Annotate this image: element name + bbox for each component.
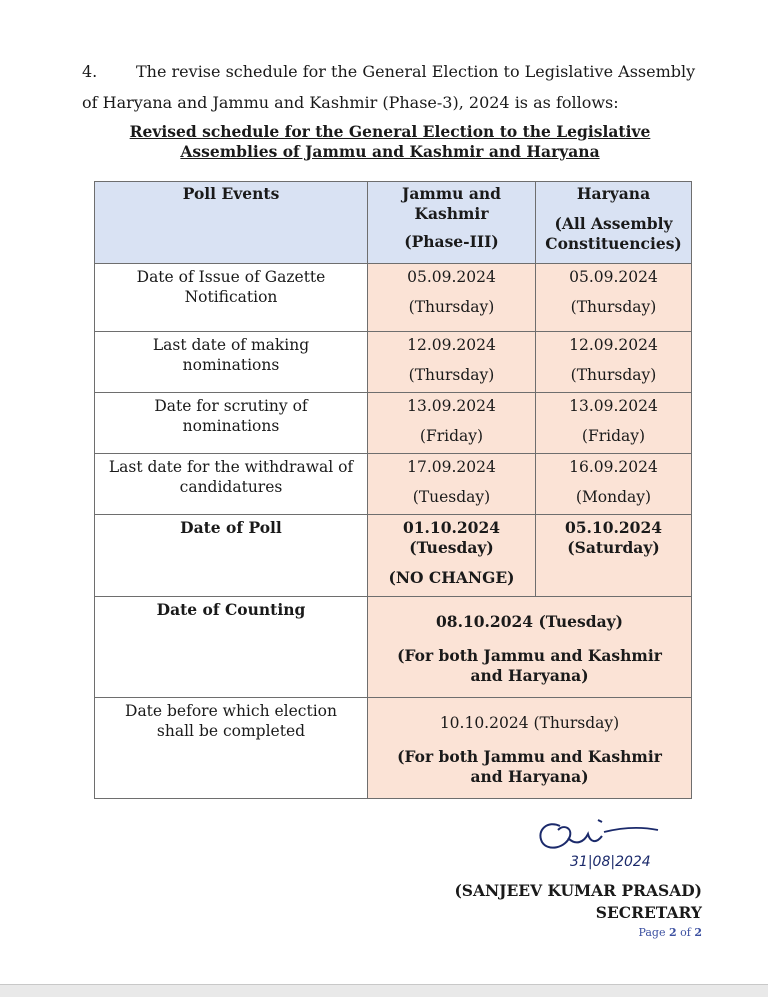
paragraph-line-2: of Haryana and Jammu and Kashmir (Phase-3), 2024 is as follows: <box>82 93 619 112</box>
event-cell: Date of Issue of Gazette Notification <box>95 264 368 332</box>
jk-date-cell: 13.09.2024 (Friday) <box>368 393 536 454</box>
jk-poll-cell: 01.10.2024 (Tuesday) (NO CHANGE) <box>368 515 536 597</box>
poll-date-row <box>95 515 692 597</box>
event-cell: Last date of making nominations <box>95 332 368 393</box>
table-header-row <box>95 182 692 264</box>
signatory-name: (SANJEEV KUMAR PRASAD) <box>454 881 702 900</box>
jk-date-cell: 17.09.2024 (Tuesday) <box>368 454 536 515</box>
jk-date-cell: 12.09.2024 (Thursday) <box>368 332 536 393</box>
hr-date-cell: 05.09.2024 (Thursday) <box>536 264 692 332</box>
paragraph-number: 4. <box>82 62 98 81</box>
event-cell-completion: Date before which election shall be completed <box>95 698 368 799</box>
event-cell: Date for scrutiny of nominations <box>95 393 368 454</box>
page-number: Page 2 of 2 <box>638 926 702 939</box>
counting-date-row <box>95 597 692 698</box>
paragraph-4 <box>82 56 722 118</box>
paragraph-line-1: The revise schedule for the General Election to Legislative Assembly <box>136 62 696 81</box>
schedule-heading <box>90 122 690 162</box>
heading-line-1: Revised schedule for the General Election to the Legislative <box>129 122 651 141</box>
header-haryana: Haryana (All Assembly Constituencies) <box>536 182 692 264</box>
event-cell: Last date for the withdrawal of candidatures <box>95 454 368 515</box>
header-jammu-kashmir: Jammu and Kashmir (Phase-III) <box>368 182 536 264</box>
signature-date: 31|08|2024 <box>570 854 651 870</box>
table-row <box>95 332 692 393</box>
signatory-block <box>454 880 702 924</box>
header-poll-events: Poll Events <box>95 182 368 264</box>
hr-date-cell: 16.09.2024 (Monday) <box>536 454 692 515</box>
jk-date-cell: 05.09.2024 (Thursday) <box>368 264 536 332</box>
schedule-table <box>94 181 692 799</box>
hr-date-cell: 13.09.2024 (Friday) <box>536 393 692 454</box>
completion-date-row <box>95 698 692 799</box>
table-row <box>95 393 692 454</box>
completion-date-cell: 10.10.2024 (Thursday) (For both Jammu and Kashmir and Haryana) <box>368 698 692 799</box>
heading-line-2: Assemblies of Jammu and Kashmir and Haryana <box>180 142 600 161</box>
table-row <box>95 264 692 332</box>
signatory-title: SECRETARY <box>595 903 702 922</box>
page-bottom-edge <box>0 984 768 997</box>
hr-date-cell: 12.09.2024 (Thursday) <box>536 332 692 393</box>
signature-image <box>530 812 710 872</box>
table-row <box>95 454 692 515</box>
event-cell-poll: Date of Poll <box>95 515 368 597</box>
counting-date-cell: 08.10.2024 (Tuesday) (For both Jammu and Kashmir and Haryana) <box>368 597 692 698</box>
hr-poll-cell: 05.10.2024 (Saturday) <box>536 515 692 597</box>
event-cell-counting: Date of Counting <box>95 597 368 698</box>
